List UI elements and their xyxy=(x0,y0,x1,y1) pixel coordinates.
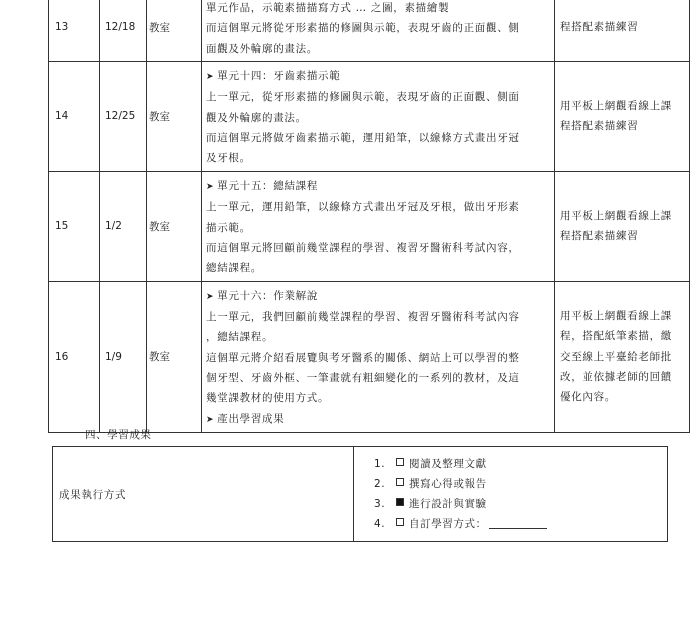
option-text: 自訂學習方式： xyxy=(409,518,487,530)
content-text: 個牙型、牙齒外框、一筆畫就有粗細變化的一系列的教材，及這 xyxy=(206,372,520,385)
week-cell: 15 xyxy=(49,171,100,281)
content-text: 上一單元，我們回顧前幾堂課程的學習、複習牙醫術科考試內容 xyxy=(206,311,520,324)
content-line xyxy=(206,348,551,368)
content-text: 而這個單元將回顧前幾堂課程的學習、複習牙醫術科考試內容， xyxy=(206,242,520,255)
course-schedule-table xyxy=(48,0,690,433)
unit-heading xyxy=(206,409,551,430)
outcome-option xyxy=(374,494,667,514)
option-number: 1. xyxy=(374,458,386,470)
method-cell xyxy=(555,61,690,171)
date-cell: 12/25 xyxy=(100,61,147,171)
method-line: 交至線上平臺給老師批 xyxy=(560,350,672,363)
method-cell xyxy=(555,171,690,281)
content-text: 總結課程。 xyxy=(206,262,262,275)
unchecked-box-icon xyxy=(396,478,404,486)
method-line: 改，並依據老師的回饋 xyxy=(560,371,672,384)
unit-heading xyxy=(206,176,551,197)
content-line xyxy=(206,39,551,59)
option-text: 閱讀及整理文獻 xyxy=(409,458,487,470)
content-line xyxy=(206,0,551,18)
schedule-row xyxy=(49,171,690,281)
method-line: 用平板上網觀看線上課 xyxy=(560,100,672,113)
checked-box-icon xyxy=(396,498,404,506)
arrow-bullet-icon: ➤ xyxy=(206,414,215,425)
content-text: 觀及外輪廓的畫法。 xyxy=(206,111,307,124)
date-cell: 1/9 xyxy=(100,281,147,432)
content-line xyxy=(206,238,551,258)
schedule-row xyxy=(49,61,690,171)
section-title: 四、學習成果 xyxy=(85,429,152,441)
content-text: 單元十四：牙齒素描示範 xyxy=(217,70,341,83)
content-line xyxy=(206,108,551,128)
content-text: 描示範。 xyxy=(206,221,251,234)
content-text: 而這個單元將從牙形素描的修圖與示範，表現牙齒的正面觀、側 xyxy=(206,22,520,35)
method-line: 程搭配素描練習 xyxy=(560,21,639,34)
content-cell xyxy=(202,61,555,171)
method-line: 優化內容。 xyxy=(560,391,616,404)
arrow-bullet-icon: ➤ xyxy=(206,291,215,302)
outcome-options-list xyxy=(374,454,667,534)
content-cell xyxy=(202,171,555,281)
content-text: ，總結課程。 xyxy=(206,331,274,344)
method-line: 用平板上網觀看線上課 xyxy=(560,310,672,323)
option-number: 4. xyxy=(374,518,386,530)
unchecked-box-icon xyxy=(396,458,404,466)
arrow-bullet-icon: ➤ xyxy=(206,182,215,193)
learning-outcome-table xyxy=(52,446,668,542)
content-text: 幾堂課教材的使用方式。 xyxy=(206,392,330,405)
option-number: 3. xyxy=(374,498,386,510)
content-line xyxy=(206,87,551,107)
method-cell xyxy=(555,0,690,61)
schedule-row xyxy=(49,0,690,61)
content-text: 單元十六：作業解說 xyxy=(217,289,319,302)
unit-heading xyxy=(206,66,551,87)
date-cell: 1/2 xyxy=(100,171,147,281)
option-number: 2. xyxy=(374,478,386,490)
outcome-row xyxy=(53,447,668,542)
content-text: 產出學習成果 xyxy=(217,412,285,425)
content-cell xyxy=(202,281,555,432)
outcome-options-cell xyxy=(354,447,668,542)
content-line xyxy=(206,197,551,217)
date-cell: 12/18 xyxy=(100,0,147,61)
content-line xyxy=(206,218,551,238)
content-line xyxy=(206,148,551,168)
content-line xyxy=(206,307,551,327)
content-line xyxy=(206,388,551,408)
option-text: 撰寫心得或報告 xyxy=(409,478,487,490)
content-text: 單元十五：總結課程 xyxy=(217,180,319,193)
method-line: 程，搭配紙筆素描，繳 xyxy=(560,330,672,343)
outcome-label: 成果執行方式 xyxy=(53,447,354,542)
content-line xyxy=(206,128,551,148)
week-cell: 16 xyxy=(49,281,100,432)
outcome-option xyxy=(374,454,667,474)
method-line: 程搭配素描練習 xyxy=(560,120,639,133)
content-text: 這個單元將介紹看展覽與考牙醫系的關係、網站上可以學習的整 xyxy=(206,351,520,364)
unchecked-box-icon xyxy=(396,518,404,526)
content-text: 上一單元，從牙形素描的修圖與示範，表現牙齒的正面觀、側面 xyxy=(206,91,520,104)
method-line: 程搭配素描練習 xyxy=(560,230,639,243)
content-text: 面觀及外輪廓的畫法。 xyxy=(206,42,318,55)
schedule-body xyxy=(49,0,690,432)
option-text: 進行設計與實驗 xyxy=(409,498,487,510)
content-line xyxy=(206,18,551,38)
outcome-option xyxy=(374,474,667,494)
content-line xyxy=(206,258,551,278)
content-text: 上一單元，運用鉛筆，以線條方式畫出牙冠及牙根，做出牙形素 xyxy=(206,201,520,214)
content-text: 而這個單元將做牙齒素描示範，運用鉛筆，以線條方式畫出牙冠 xyxy=(206,132,520,145)
content-line xyxy=(206,327,551,347)
place-cell: 教室 xyxy=(147,0,202,61)
schedule-row xyxy=(49,281,690,432)
place-cell: 教室 xyxy=(147,281,202,432)
outcome-option xyxy=(374,514,667,534)
week-cell: 13 xyxy=(49,0,100,61)
content-text: 及牙根。 xyxy=(206,152,251,165)
content-text: 單元作品，示範素描描寫方式 … 之圖，素描繪製 xyxy=(206,2,450,14)
method-cell xyxy=(555,281,690,432)
arrow-bullet-icon: ➤ xyxy=(206,72,215,83)
content-cell xyxy=(202,0,555,61)
unit-heading xyxy=(206,286,551,307)
place-cell: 教室 xyxy=(147,171,202,281)
content-line xyxy=(206,368,551,388)
method-line: 用平板上網觀看線上課 xyxy=(560,210,672,223)
place-cell: 教室 xyxy=(147,61,202,171)
week-cell: 14 xyxy=(49,61,100,171)
blank-line xyxy=(489,517,547,529)
